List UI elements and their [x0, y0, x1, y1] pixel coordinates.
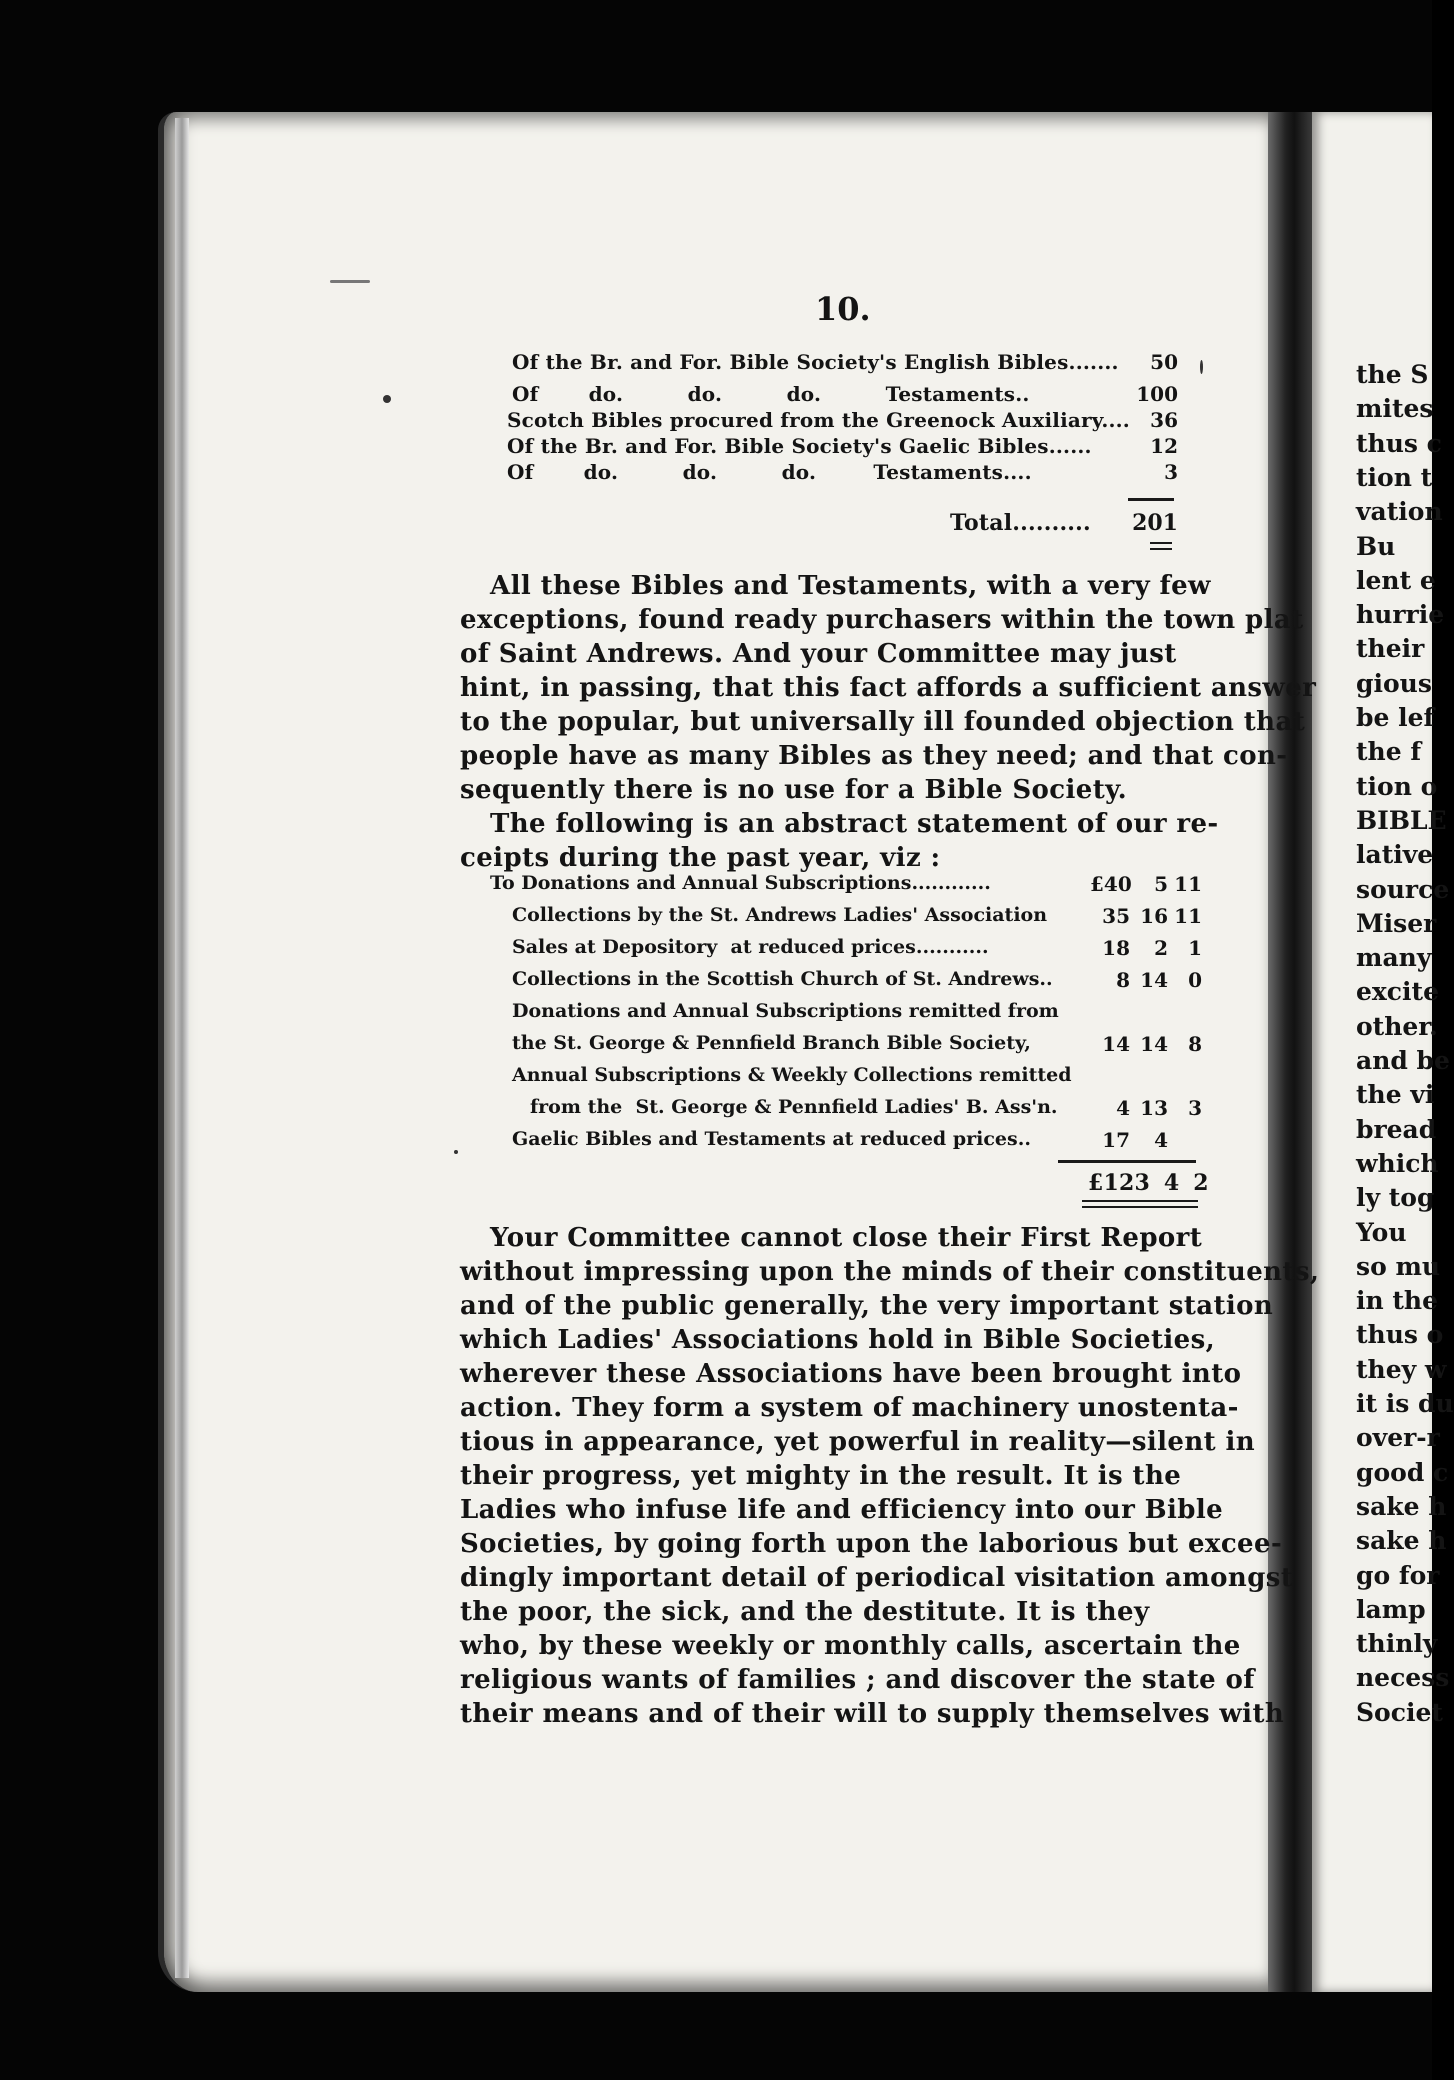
right-page-line: go for — [1356, 1560, 1440, 1590]
receipt-amount-shillings: 14 — [1140, 1032, 1168, 1056]
right-page-line: so mu — [1356, 1251, 1441, 1281]
list-item: Of do. do. do. Testaments.. — [512, 382, 1030, 406]
list-item: Of do. do. do. Testaments.... — [507, 460, 1032, 484]
right-page-line: You — [1356, 1217, 1407, 1247]
right-page-line: Miser — [1356, 908, 1437, 938]
list-item-value: 100 — [1136, 382, 1178, 406]
right-page-line: be lef — [1356, 703, 1435, 732]
right-page-line: the vi — [1356, 1080, 1435, 1110]
text-line: and of the public generally, the very important station — [460, 1291, 1274, 1321]
page-number: 10. — [815, 290, 871, 328]
text-line: All these Bibles and Testaments, with a very few — [490, 571, 1211, 601]
receipt-amount-pounds: 14 — [1102, 1032, 1130, 1056]
receipt-amount-shillings: 5 — [1154, 872, 1168, 896]
right-page-line: their — [1356, 634, 1425, 664]
text-line: dingly important detail of periodical visitation amongst — [460, 1563, 1294, 1593]
receipt-label: Collections by the St. Andrews Ladies' Association — [512, 904, 1048, 926]
receipt-amount-shillings: 14 — [1140, 968, 1168, 992]
text-line: who, by these weekly or monthly calls, ascertain the — [460, 1631, 1241, 1661]
right-page-line: in the — [1356, 1286, 1439, 1316]
text-line: hint, in passing, that this fact affords a sufficient answer — [460, 673, 1317, 703]
list-item-value: 50 — [1150, 350, 1178, 374]
right-page-line: which — [1356, 1148, 1439, 1178]
receipt-label: from the St. George & Pennfield Ladies' B. Ass'n. — [530, 1096, 1058, 1118]
right-page-line: over-r — [1356, 1423, 1440, 1453]
receipt-amount-pence: 3 — [1188, 1096, 1202, 1120]
receipt-label: To Donations and Annual Subscriptions............ — [490, 872, 991, 894]
right-page-line: Societ — [1356, 1697, 1443, 1727]
sum-rule — [1058, 1160, 1196, 1163]
right-page-line: ly tog — [1356, 1183, 1435, 1213]
total-label: Total.......... — [950, 510, 1091, 536]
receipt-label: Donations and Annual Subscriptions remitted from — [512, 1000, 1059, 1022]
text-line: exceptions, found ready purchasers within the town plat — [460, 605, 1304, 635]
receipt-label: the St. George & Pennfield Branch Bible Society, — [512, 1032, 1031, 1054]
right-page-line: thinly — [1356, 1629, 1438, 1659]
receipt-amount-pence: 8 — [1188, 1032, 1202, 1056]
list-item: Scotch Bibles procured from the Greenock Auxiliary.... — [507, 408, 1130, 432]
right-page-line: lative — [1356, 840, 1434, 870]
page-edge-stack — [175, 118, 189, 1978]
right-page-line: and be — [1356, 1046, 1450, 1075]
list-item-value: 12 — [1150, 434, 1178, 458]
text-line: action. They form a system of machinery unostenta- — [460, 1393, 1239, 1423]
right-page-line: vation — [1356, 497, 1443, 527]
double-rule — [1150, 548, 1172, 550]
text-line: wherever these Associations have been brought into — [460, 1359, 1242, 1389]
text-line: sequently there is no use for a Bible Society. — [460, 775, 1128, 805]
list-item-value: 3 — [1164, 460, 1178, 484]
receipt-label: Gaelic Bibles and Testaments at reduced prices.. — [512, 1128, 1031, 1150]
right-page-line: source — [1356, 874, 1450, 904]
right-page-line: thus c — [1356, 428, 1442, 458]
right-page-line: bread — [1356, 1114, 1437, 1144]
text-line: people have as many Bibles as they need; and that con- — [460, 741, 1288, 771]
text-line: of Saint Andrews. And your Committee may just — [460, 639, 1177, 669]
right-page-line: good c — [1356, 1457, 1449, 1487]
receipts-total: £123 4 2 — [1088, 1170, 1209, 1196]
list-item: Of the Br. and For. Bible Society's Gaelic Bibles...... — [507, 434, 1092, 458]
text-line: without impressing upon the minds of their constituents, — [460, 1257, 1320, 1287]
double-rule — [1082, 1200, 1198, 1202]
right-page-line: necess — [1356, 1663, 1450, 1693]
right-page-line: tion t — [1356, 462, 1433, 492]
right-page-line: gious — [1356, 668, 1432, 698]
text-line: the poor, the sick, and the destitute. It is they — [460, 1597, 1150, 1627]
text-line: tious in appearance, yet powerful in reality—silent in — [460, 1427, 1256, 1457]
list-item-value: 36 — [1150, 408, 1178, 432]
receipt-amount-pence: 11 — [1174, 904, 1202, 928]
receipt-label: Annual Subscriptions & Weekly Collections remitted — [512, 1064, 1072, 1086]
text-line: Your Committee cannot close their First Report — [490, 1223, 1203, 1253]
receipt-amount-shillings: 13 — [1140, 1096, 1168, 1120]
sum-rule — [1128, 498, 1174, 501]
text-line: to the popular, but universally ill founded objection that — [460, 707, 1306, 737]
list-item: Of the Br. and For. Bible Society's English Bibles....... — [512, 350, 1119, 374]
right-page-line: lamp — [1356, 1594, 1426, 1624]
right-page-line: thus o — [1356, 1320, 1444, 1350]
receipt-amount-pounds: 4 — [1116, 1096, 1130, 1120]
receipt-amount-pence: 11 — [1174, 872, 1202, 896]
receipt-amount-pence: 1 — [1188, 936, 1202, 960]
receipt-label: Sales at Depository at reduced prices........... — [512, 936, 989, 958]
text-line: religious wants of families ; and discover the state of — [460, 1665, 1255, 1695]
right-page-line: other. — [1356, 1011, 1438, 1041]
text-line: their progress, yet mighty in the result. It is the — [460, 1461, 1182, 1491]
text-line: their means and of their will to supply themselves with — [460, 1699, 1285, 1729]
receipt-amount-pounds: 8 — [1116, 968, 1130, 992]
double-rule — [1082, 1206, 1198, 1208]
right-page-line: BIBLE — [1356, 805, 1447, 835]
receipt-amount-pounds: £40 — [1090, 872, 1132, 896]
right-page-line: tion o — [1356, 771, 1438, 801]
receipt-amount-pounds: 17 — [1102, 1128, 1130, 1152]
right-page-line: hurrie — [1356, 600, 1445, 630]
receipt-amount-pence: 0 — [1188, 968, 1202, 992]
receipt-amount-shillings: 4 — [1154, 1128, 1168, 1152]
text-line: Societies, by going forth upon the laborious but excee- — [460, 1529, 1283, 1559]
text-line: which Ladies' Associations hold in Bible Societies, — [460, 1325, 1216, 1355]
right-page-line: it is du — [1356, 1389, 1454, 1418]
total-value: 201 — [1132, 510, 1178, 536]
right-page-line: sake h — [1356, 1491, 1447, 1521]
text-line: ceipts during the past year, viz : — [460, 843, 941, 873]
right-page-line: Bu — [1356, 531, 1396, 561]
receipt-amount-shillings: 16 — [1140, 904, 1168, 928]
right-page-line: sake h — [1356, 1526, 1447, 1556]
text-line: Ladies who infuse life and efficiency into our Bible — [460, 1495, 1224, 1525]
right-page-line: excite — [1356, 977, 1439, 1007]
receipt-label: Collections in the Scottish Church of St. Andrews.. — [512, 968, 1053, 990]
receipt-amount-pounds: 35 — [1102, 904, 1130, 928]
receipt-amount-shillings: 2 — [1154, 936, 1168, 960]
right-page-line: mites — [1356, 394, 1434, 424]
receipt-amount-pounds: 18 — [1102, 936, 1130, 960]
text-line: The following is an abstract statement of our re- — [490, 809, 1219, 839]
double-rule — [1150, 542, 1172, 544]
right-page-line: they w — [1356, 1354, 1447, 1384]
right-page-line: the S — [1356, 360, 1429, 389]
right-page-line: the f — [1356, 737, 1422, 767]
right-page-line: many — [1356, 943, 1432, 973]
right-page-line: lent e — [1356, 565, 1436, 595]
